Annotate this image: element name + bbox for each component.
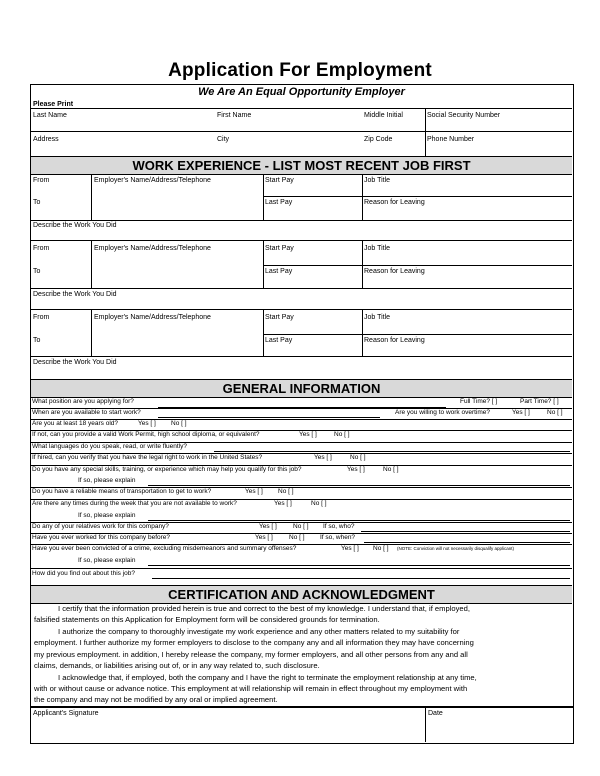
divider [31, 288, 572, 289]
middle-initial-label: Middle Initial [364, 112, 403, 119]
conviction-note: (NOTE: Conviction will not necessarily disqualify applicant) [397, 546, 515, 551]
explain-label: If so, please explain [78, 512, 136, 519]
age-question: Are you at least 18 years old? [32, 420, 118, 427]
job-title-label: Job Title [364, 245, 391, 252]
conviction-yes-checkbox[interactable]: Yes [ ] [341, 545, 359, 552]
divider [263, 309, 264, 356]
worked-when-line[interactable] [364, 542, 570, 543]
divider [425, 707, 426, 742]
date-label: Date [428, 710, 443, 717]
referral-question: How did you find out about this job? [32, 570, 135, 577]
permit-no-checkbox[interactable]: No [ ] [334, 431, 350, 438]
skills-explain-line[interactable] [148, 485, 570, 486]
reason-label: Reason for Leaving [364, 199, 425, 206]
divider [362, 174, 363, 220]
overtime-question: Are you willing to work overtime? [395, 409, 491, 416]
zip-label: Zip Code [364, 136, 393, 143]
cert-paragraph-line: my previous employment. in addition, I hereby release the company, my former employers, and all other persons from any and all [34, 650, 468, 659]
times-yes-checkbox[interactable]: Yes [ ] [274, 500, 292, 507]
times-no-checkbox[interactable]: No [ ] [311, 500, 327, 507]
city-label: City [217, 136, 230, 143]
first-name-label: First Name [217, 112, 252, 119]
skills-question: Do you have any special skills, training, or experience which may help you qualify for this job? [32, 466, 302, 473]
conviction-question: Have you ever been convicted of a crime, excluding misdemeanors and summary offenses? [32, 545, 297, 552]
age-yes-checkbox[interactable]: Yes [ ] [138, 420, 156, 427]
form-title: Application For Employment [168, 60, 432, 81]
cert-paragraph-line: falsified statements on this Application for Employment form will be considered grounds for termination. [34, 615, 380, 624]
divider [263, 240, 264, 288]
relatives-no-checkbox[interactable]: No [ ] [293, 523, 309, 530]
describe-label: Describe the Work You Did [33, 359, 117, 366]
permit-yes-checkbox[interactable]: Yes [ ] [299, 431, 317, 438]
divider [31, 131, 572, 132]
to-label: To [33, 268, 41, 275]
divider [31, 309, 572, 310]
to-label: To [33, 199, 41, 206]
phone-label: Phone Number [427, 136, 475, 143]
from-label: From [33, 314, 50, 321]
last-name-label: Last Name [33, 112, 67, 119]
legal-yes-checkbox[interactable]: Yes [ ] [314, 454, 332, 461]
divider [263, 196, 572, 197]
certification-header: CERTIFICATION AND ACKNOWLEDGMENT [31, 586, 572, 603]
divider [31, 174, 572, 175]
divider [362, 240, 363, 288]
availability-answer-line[interactable] [158, 417, 380, 418]
divider [263, 265, 572, 266]
divider [91, 309, 92, 356]
conviction-explain-line[interactable] [148, 565, 570, 566]
explain-label: If so, please explain [78, 477, 136, 484]
signature-label: Applicant's Signature [33, 710, 99, 717]
divider [91, 240, 92, 288]
cert-paragraph-line: I acknowledge that, if employed, both the company and I have the right to terminate the employment relationship at any time, [58, 673, 477, 682]
explain-label: If so, please explain [78, 557, 136, 564]
position-question: What position are you applying for? [32, 398, 134, 405]
cert-paragraph-line: the company and may not be modified by any oral or implied agreement. [34, 695, 278, 704]
transport-no-checkbox[interactable]: No [ ] [278, 488, 294, 495]
cert-paragraph-line: claims, demands, or liabilities arising out of, or in any way related to, such disclosure. [34, 661, 320, 670]
from-label: From [33, 177, 50, 184]
transport-question: Do you have a reliable means of transportation to get to work? [32, 488, 212, 495]
overtime-no-checkbox[interactable]: No [ ] [547, 409, 563, 416]
transport-yes-checkbox[interactable]: Yes [ ] [245, 488, 263, 495]
signature-box [30, 706, 574, 744]
cert-paragraph-line: with or without cause or advance notice. This employment at will relationship will remain in effect throughout my employment with [34, 684, 468, 693]
reason-label: Reason for Leaving [364, 337, 425, 344]
general-information-header: GENERAL INFORMATION [31, 380, 572, 397]
application-form [30, 84, 574, 708]
divider [425, 108, 426, 157]
availability-question: When are you available to start work? [32, 409, 141, 416]
work-experience-header: WORK EXPERIENCE - LIST MOST RECENT JOB FIRST [31, 157, 572, 174]
last-pay-label: Last Pay [265, 199, 293, 206]
eoe-subtitle: We Are An Equal Opportunity Employer [198, 86, 405, 98]
divider [263, 334, 572, 335]
last-pay-label: Last Pay [265, 268, 293, 275]
from-label: From [33, 245, 50, 252]
worked-no-checkbox[interactable]: No [ ] [289, 534, 305, 541]
to-label: To [33, 337, 41, 344]
describe-label: Describe the Work You Did [33, 222, 117, 229]
skills-yes-checkbox[interactable]: Yes [ ] [347, 466, 365, 473]
divider [263, 174, 264, 220]
relatives-yes-checkbox[interactable]: Yes [ ] [259, 523, 277, 530]
employer-label: Employer's Name/Address/Telephone [94, 177, 211, 184]
availability-times-question: Are there any times during the week that you are not available to work? [32, 500, 237, 507]
languages-question: What languages do you speak, read, or write fluently? [32, 443, 188, 450]
divider [31, 568, 572, 569]
divider [31, 356, 572, 357]
address-label: Address [33, 136, 59, 143]
start-pay-label: Start Pay [265, 177, 294, 184]
relatives-who-label: If so, who? [323, 523, 355, 530]
full-time-checkbox[interactable]: Full Time? [ ] [460, 398, 498, 405]
relatives-who-line[interactable] [361, 531, 570, 532]
conviction-no-checkbox[interactable]: No [ ] [373, 545, 389, 552]
ssn-label: Social Security Number [427, 112, 501, 119]
divider [362, 309, 363, 356]
divider [31, 108, 572, 109]
divider [91, 174, 92, 220]
describe-label: Describe the Work You Did [33, 291, 117, 298]
relatives-question: Do any of your relatives work for this company? [32, 523, 169, 530]
legal-right-question: If hired, can you verify that you have the legal right to work in the United States? [32, 454, 263, 461]
worked-yes-checkbox[interactable]: Yes [ ] [255, 534, 273, 541]
part-time-checkbox[interactable]: Part Time? [ ] [520, 398, 559, 405]
times-explain-line[interactable] [148, 520, 570, 521]
cert-paragraph-line: employment. I further authorize my former employers to disclose to the company any and all information they may have concerning [34, 638, 474, 647]
employer-label: Employer's Name/Address/Telephone [94, 245, 211, 252]
legal-no-checkbox[interactable]: No [ ] [350, 454, 366, 461]
start-pay-label: Start Pay [265, 314, 294, 321]
employer-label: Employer's Name/Address/Telephone [94, 314, 211, 321]
please-print-label: Please Print [33, 101, 74, 108]
start-pay-label: Start Pay [265, 245, 294, 252]
cert-paragraph-line: I certify that the information provided herein is true and correct to the best of my knowledge. I understand that, if employed, [58, 604, 470, 613]
permit-question: If not, can you provide a valid Work Permit, high school diploma, or equivalent? [32, 431, 260, 438]
job-title-label: Job Title [364, 177, 391, 184]
cert-paragraph-line: I authorize the company to thoroughly investigate my work experience and any other matters related to my suitability for [58, 627, 460, 636]
overtime-yes-checkbox[interactable]: Yes [ ] [512, 409, 530, 416]
age-no-checkbox[interactable]: No [ ] [171, 420, 187, 427]
reason-label: Reason for Leaving [364, 268, 425, 275]
last-pay-label: Last Pay [265, 337, 293, 344]
worked-when-label: If so, when? [320, 534, 356, 541]
divider [31, 240, 572, 241]
referral-answer-line[interactable] [152, 578, 570, 579]
skills-no-checkbox[interactable]: No [ ] [383, 466, 399, 473]
job-title-label: Job Title [364, 314, 391, 321]
languages-answer-line[interactable] [214, 451, 570, 452]
worked-before-question: Have you ever worked for this company before? [32, 534, 171, 541]
